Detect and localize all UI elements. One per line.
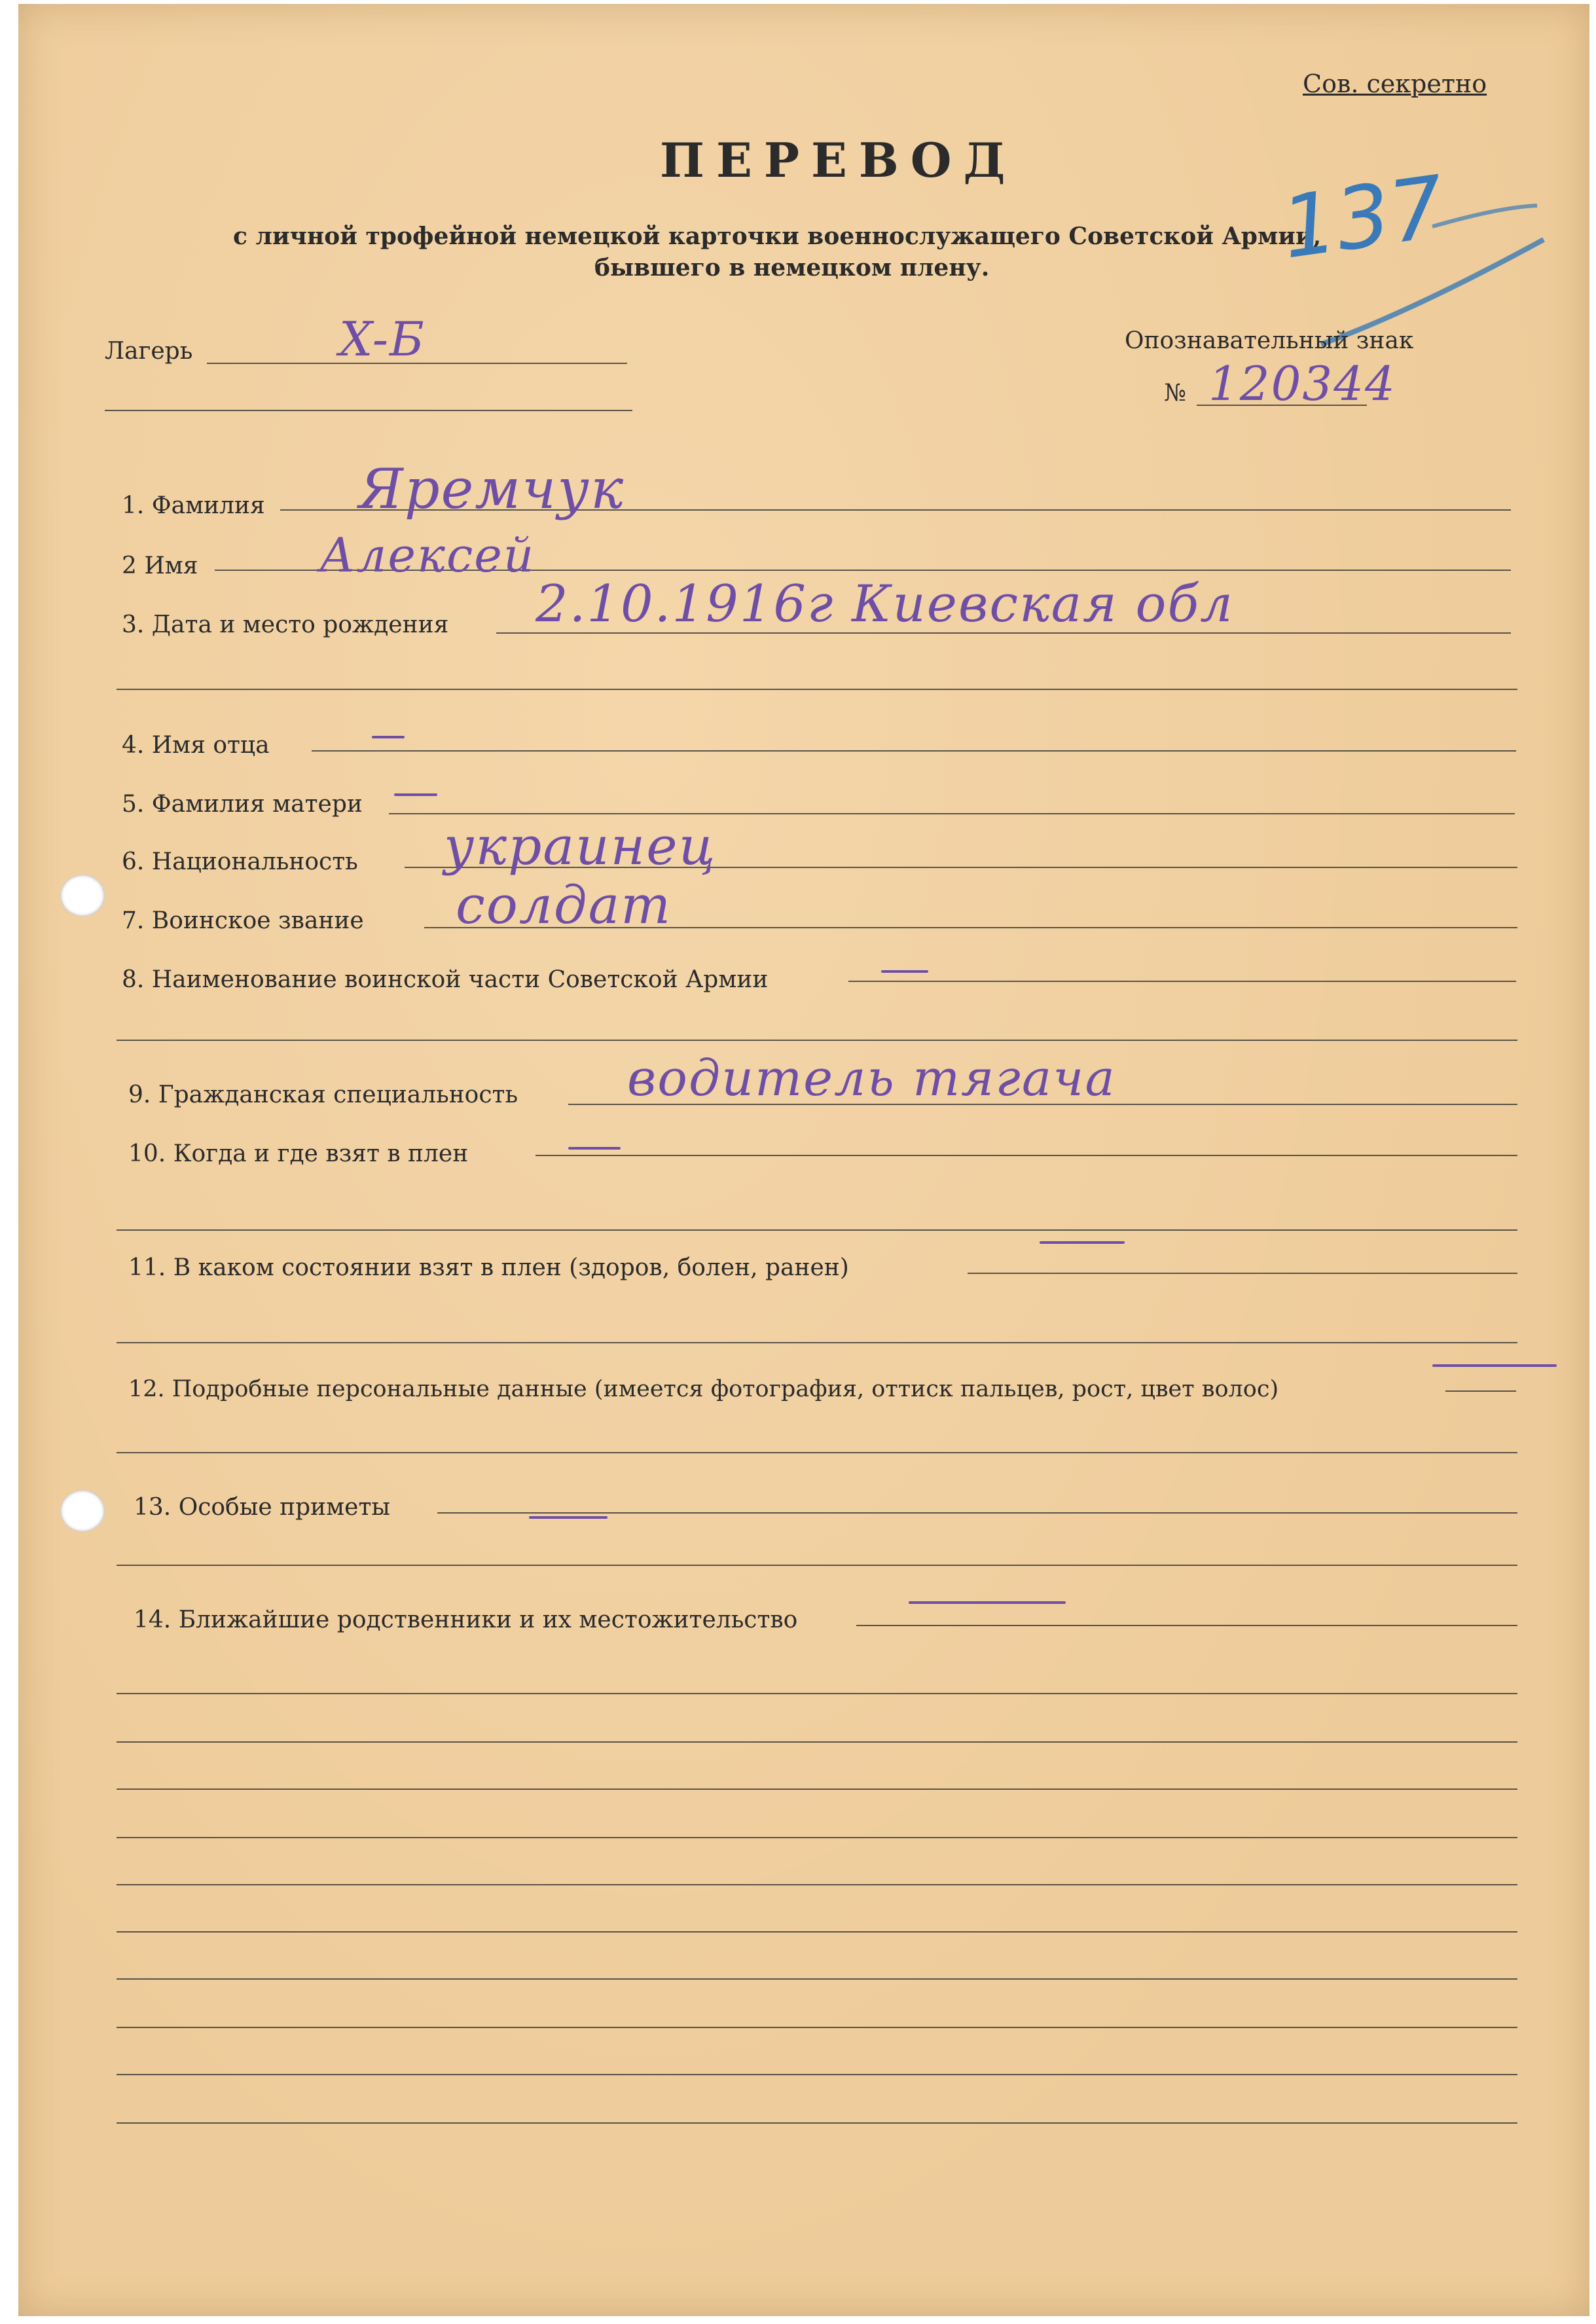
blank-line bbox=[117, 1884, 1517, 1885]
field-12-line-2 bbox=[117, 1452, 1517, 1453]
camp-label: Лагерь bbox=[105, 338, 193, 365]
id-tag-value: 120344 bbox=[1208, 356, 1396, 411]
field-11-line bbox=[968, 1273, 1517, 1274]
field-6-value: украинец bbox=[444, 816, 717, 877]
field-5-value bbox=[394, 793, 437, 796]
field-12-label: 12. Подробные персональные данные (имеется фотография, оттиск пальцев, рост, цвет волос) bbox=[128, 1376, 1279, 1402]
punch-hole-bottom bbox=[60, 1490, 105, 1532]
archive-number-handwritten: 137 bbox=[1275, 156, 1451, 278]
page-title: ПЕРЕВОД bbox=[660, 132, 1017, 188]
field-13-line-2 bbox=[117, 1565, 1517, 1566]
field-9-value: водитель тягача bbox=[627, 1049, 1116, 1107]
subtitle-line-2: бывшего в немецком плену. bbox=[594, 254, 990, 281]
field-12-value bbox=[1432, 1364, 1557, 1367]
id-tag-number-prefix: № bbox=[1164, 380, 1187, 407]
field-13-line bbox=[437, 1512, 1517, 1514]
blank-line bbox=[117, 1978, 1517, 1980]
field-4-value bbox=[372, 736, 405, 738]
blank-line bbox=[117, 2122, 1517, 2124]
document-sheet bbox=[18, 4, 1589, 2316]
field-10-line bbox=[535, 1155, 1517, 1156]
field-3-value: 2.10.1916г Киевская обл bbox=[535, 575, 1234, 634]
field-4-label: 4. Имя отца bbox=[122, 732, 270, 759]
field-5-line bbox=[389, 813, 1515, 814]
field-11-line-2 bbox=[117, 1342, 1517, 1343]
field-1-label: 1. Фамилия bbox=[122, 492, 265, 519]
blank-line bbox=[117, 1693, 1517, 1694]
field-11-label: 11. В каком состоянии взят в плен (здоров, болен, ранен) bbox=[128, 1254, 849, 1281]
field-2-label: 2 Имя bbox=[122, 553, 198, 579]
field-5-label: 5. Фамилия матери bbox=[122, 791, 363, 818]
field-7-label: 7. Воинское звание bbox=[122, 907, 364, 934]
field-2-value: Алексей bbox=[319, 528, 535, 583]
field-1-value: Яремчук bbox=[359, 457, 625, 521]
field-10-label: 10. Когда и где взят в плен bbox=[128, 1140, 469, 1167]
field-7-value: солдат bbox=[456, 875, 672, 935]
blank-line bbox=[117, 1741, 1517, 1743]
camp-value: X-Б bbox=[339, 312, 426, 367]
blank-line bbox=[117, 1788, 1517, 1790]
field-3-label: 3. Дата и место рождения bbox=[122, 611, 449, 638]
field-12-line bbox=[1445, 1390, 1516, 1392]
id-tag-label: Опознавательный знак bbox=[1125, 327, 1414, 354]
field-3-line-2 bbox=[117, 689, 1517, 690]
field-14-line bbox=[856, 1625, 1517, 1626]
field-13-value bbox=[529, 1516, 608, 1519]
classification-stamp: Сов. секретно bbox=[1303, 69, 1487, 98]
field-6-label: 6. Национальность bbox=[122, 848, 358, 875]
field-14-value bbox=[909, 1601, 1066, 1604]
field-4-line bbox=[312, 750, 1516, 752]
field-8-line bbox=[848, 981, 1516, 982]
field-9-label: 9. Гражданская специальность bbox=[128, 1081, 518, 1108]
field-8-label: 8. Наименование воинской части Советской Армии bbox=[122, 966, 769, 993]
subtitle-line-1: с личной трофейной немецкой карточки военнослужащего Советской Армии, bbox=[233, 223, 1322, 250]
field-14-label: 14. Ближайшие родственники и их местожительство bbox=[134, 1607, 798, 1633]
field-11-value bbox=[1040, 1241, 1125, 1244]
camp-line-2 bbox=[105, 410, 632, 411]
blank-line bbox=[117, 2074, 1517, 2075]
field-10-value bbox=[568, 1147, 621, 1150]
field-8-value bbox=[881, 970, 928, 973]
blank-line bbox=[117, 2027, 1517, 2028]
punch-hole-top bbox=[60, 875, 105, 917]
field-8-line-2 bbox=[117, 1040, 1517, 1041]
blank-line bbox=[117, 1837, 1517, 1838]
field-10-line-2 bbox=[117, 1229, 1517, 1231]
blank-line bbox=[117, 1931, 1517, 1933]
field-13-label: 13. Особые приметы bbox=[134, 1494, 391, 1521]
